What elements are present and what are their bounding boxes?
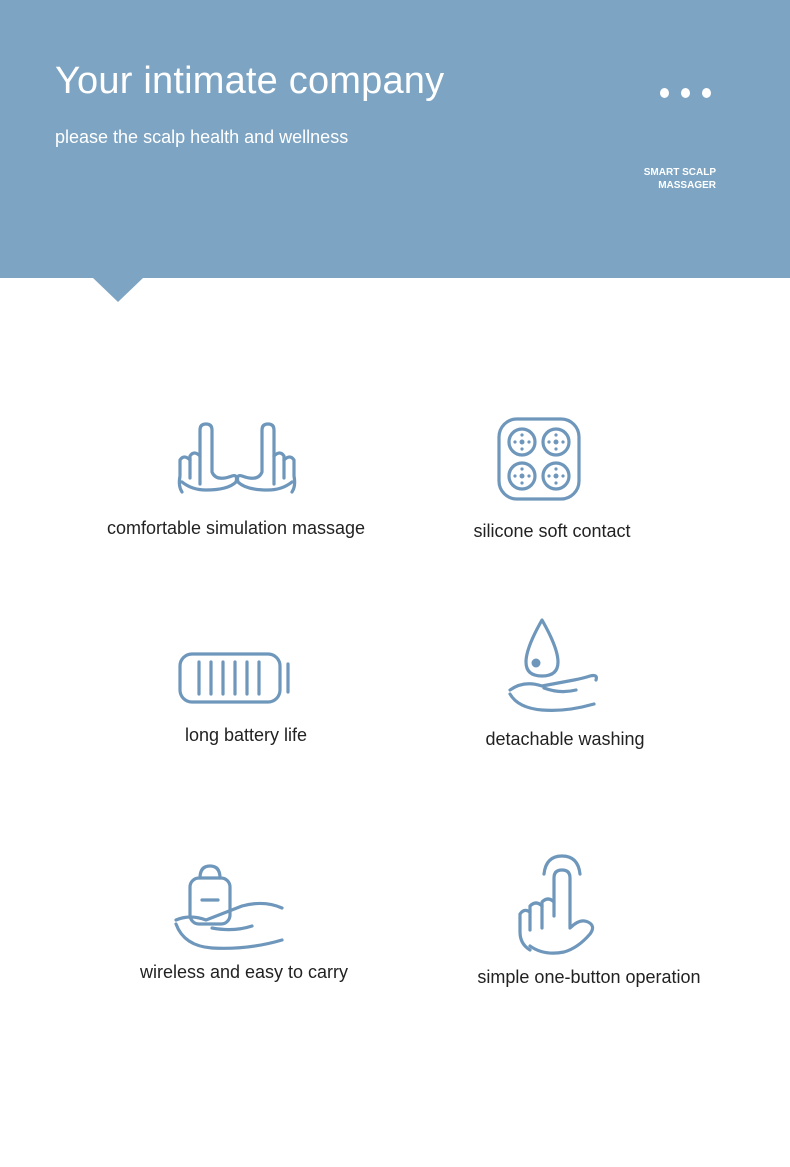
more-dots-icon bbox=[660, 88, 716, 100]
pointing-finger-icon bbox=[514, 852, 600, 956]
feature-label-massage: comfortable simulation massage bbox=[106, 518, 366, 538]
feature-label-silicone: silicone soft contact bbox=[473, 521, 631, 541]
battery-icon bbox=[176, 650, 294, 706]
brand-label bbox=[644, 166, 716, 192]
banner-notch bbox=[92, 277, 144, 302]
feature-label-wireless: wireless and easy to carry bbox=[139, 962, 349, 982]
feature-label-washing: detachable washing bbox=[485, 729, 645, 749]
water-drop-hand-icon bbox=[504, 614, 602, 716]
feature-label-one-button: simple one-button operation bbox=[477, 967, 701, 987]
hands-icon bbox=[170, 420, 304, 498]
massage-pad-icon bbox=[496, 416, 582, 502]
brand-line-1: SMART SCALP bbox=[643, 167, 716, 178]
page-title: Your intimate company bbox=[55, 60, 445, 102]
page-subtitle: please the scalp health and wellness bbox=[55, 127, 349, 147]
feature-label-battery: long battery life bbox=[184, 725, 308, 745]
device-in-hand-icon bbox=[172, 862, 288, 954]
brand-line-2: MASSAGER bbox=[658, 180, 716, 191]
